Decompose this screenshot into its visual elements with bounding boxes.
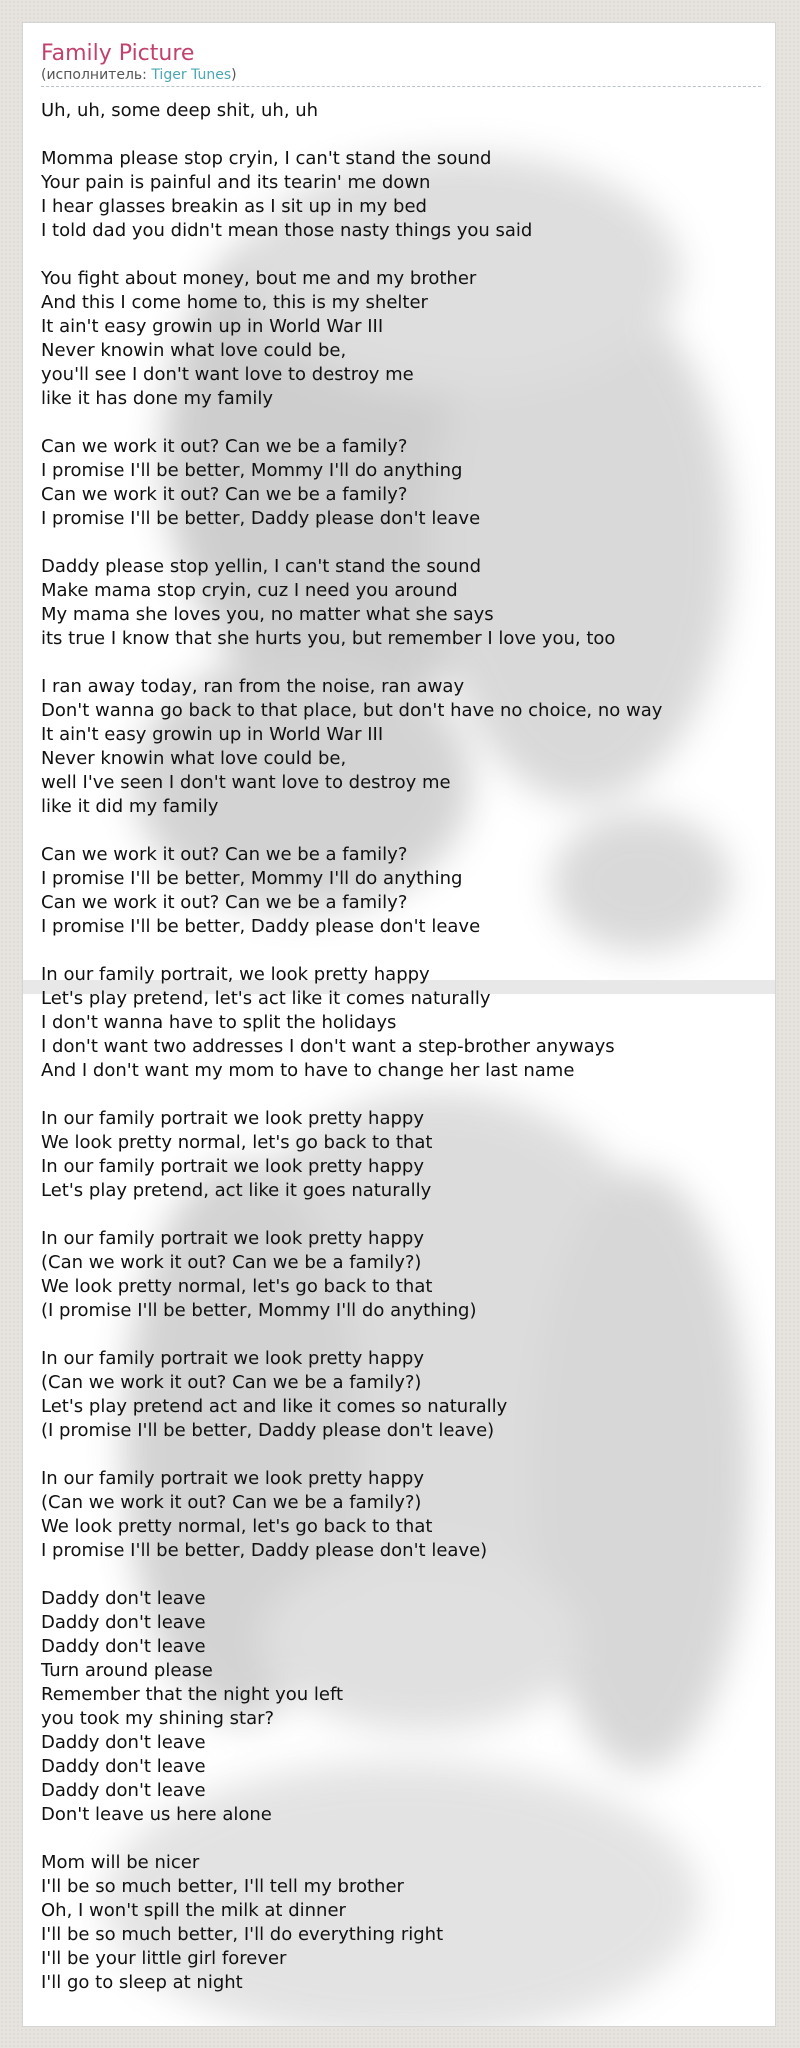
lyric-line: Daddy don't leave <box>41 1588 206 1609</box>
lyrics-stanza <box>41 1851 761 1995</box>
lyric-line: In our family portrait, we look pretty happy <box>41 964 430 985</box>
lyric-line: you'll see I don't want love to destroy me <box>41 364 414 385</box>
lyric-line: I promise I'll be better, Daddy please don't leave <box>41 508 481 529</box>
lyric-line: you took my shining star? <box>41 1708 275 1729</box>
lyric-line: In our family portrait we look pretty happy <box>41 1468 424 1489</box>
lyric-line: Mom will be nicer <box>41 1852 200 1873</box>
lyric-line: I hear glasses breakin as I sit up in my bed <box>41 196 427 217</box>
artist-suffix: ) <box>231 67 237 83</box>
lyric-line: In our family portrait we look pretty happy <box>41 1108 424 1129</box>
lyric-line: I don't want two addresses I don't want a step-brother anyways <box>41 1036 615 1057</box>
lyric-line: We look pretty normal, let's go back to that <box>41 1276 433 1297</box>
lyric-line: In our family portrait we look pretty happy <box>41 1348 424 1369</box>
lyric-line: Let's play pretend act and like it comes so naturally <box>41 1396 508 1417</box>
lyric-line: well I've seen I don't want love to destroy me <box>41 772 451 793</box>
lyric-line: Don't leave us here alone <box>41 1804 272 1825</box>
lyric-line: I'll go to sleep at night <box>41 1972 243 1993</box>
lyrics-content <box>41 41 761 1995</box>
lyric-line: Daddy don't leave <box>41 1780 206 1801</box>
lyrics-body <box>41 99 761 1995</box>
lyric-line: (I promise I'll be better, Daddy please don't leave) <box>41 1420 495 1441</box>
lyric-line: I promise I'll be better, Mommy I'll do anything <box>41 868 463 889</box>
lyric-line: like it has done my family <box>41 388 274 409</box>
lyric-line: Can we work it out? Can we be a family? <box>41 484 408 505</box>
lyric-line: Daddy don't leave <box>41 1756 206 1777</box>
lyric-line: I'll be so much better, I'll do everything right <box>41 1924 444 1945</box>
lyric-line: like it did my family <box>41 796 219 817</box>
lyric-line: We look pretty normal, let's go back to that <box>41 1132 433 1153</box>
lyrics-stanza <box>41 147 761 243</box>
lyric-line: (Can we work it out? Can we be a family?) <box>41 1372 422 1393</box>
lyric-line: I told dad you didn't mean those nasty things you said <box>41 220 533 241</box>
lyric-line: In our family portrait we look pretty happy <box>41 1228 424 1249</box>
lyric-line: its true I know that she hurts you, but remember I love you, too <box>41 628 616 649</box>
artist-line <box>41 67 761 87</box>
lyric-line: Your pain is painful and its tearin' me down <box>41 172 431 193</box>
artist-link[interactable]: Tiger Tunes <box>151 67 232 83</box>
lyrics-stanza <box>41 435 761 531</box>
lyrics-stanza <box>41 99 761 123</box>
lyric-line: In our family portrait we look pretty happy <box>41 1156 424 1177</box>
lyrics-stanza <box>41 1227 761 1323</box>
lyrics-stanza <box>41 1107 761 1203</box>
lyric-line: (Can we work it out? Can we be a family?) <box>41 1252 422 1273</box>
lyric-line: I'll be so much better, I'll tell my brother <box>41 1876 404 1897</box>
lyrics-stanza <box>41 1587 761 1827</box>
lyric-line: And this I come home to, this is my shelter <box>41 292 428 313</box>
lyric-line: (Can we work it out? Can we be a family?) <box>41 1492 422 1513</box>
lyric-line: Don't wanna go back to that place, but don't have no choice, no way <box>41 700 663 721</box>
lyrics-card <box>22 22 776 2027</box>
lyric-line: I'll be your little girl forever <box>41 1948 287 1969</box>
lyric-line: Never knowin what love could be, <box>41 748 347 769</box>
artist-prefix: (исполнитель: <box>41 67 152 83</box>
lyric-line: I promise I'll be better, Daddy please don't leave) <box>41 1540 488 1561</box>
lyric-line: Never knowin what love could be, <box>41 340 347 361</box>
lyric-line: Can we work it out? Can we be a family? <box>41 892 408 913</box>
lyric-line: Momma please stop cryin, I can't stand the sound <box>41 148 492 169</box>
lyric-line: My mama she loves you, no matter what she says <box>41 604 494 625</box>
lyrics-stanza <box>41 843 761 939</box>
lyric-line: Turn around please <box>41 1660 213 1681</box>
song-title: Family Picture <box>41 41 195 66</box>
lyrics-stanza <box>41 555 761 651</box>
lyric-line: Let's play pretend, let's act like it comes naturally <box>41 988 491 1009</box>
lyrics-stanza <box>41 1347 761 1443</box>
lyric-line: Can we work it out? Can we be a family? <box>41 844 408 865</box>
lyric-line: Daddy don't leave <box>41 1732 206 1753</box>
lyric-line: It ain't easy growin up in World War III <box>41 316 384 337</box>
lyric-line: Make mama stop cryin, cuz I need you around <box>41 580 458 601</box>
lyric-line: Remember that the night you left <box>41 1684 344 1705</box>
lyric-line: We look pretty normal, let's go back to that <box>41 1516 433 1537</box>
lyric-line: Daddy don't leave <box>41 1636 206 1657</box>
lyric-line: Let's play pretend, act like it goes naturally <box>41 1180 432 1201</box>
lyric-line: I promise I'll be better, Daddy please don't leave <box>41 916 481 937</box>
lyric-line: Oh, I won't spill the milk at dinner <box>41 1900 346 1921</box>
lyric-line: It ain't easy growin up in World War III <box>41 724 384 745</box>
lyric-line: Daddy don't leave <box>41 1612 206 1633</box>
lyric-line: Uh, uh, some deep shit, uh, uh <box>41 100 319 121</box>
lyric-line: I promise I'll be better, Mommy I'll do anything <box>41 460 463 481</box>
lyrics-stanza <box>41 267 761 411</box>
lyric-line: Daddy please stop yellin, I can't stand the sound <box>41 556 482 577</box>
lyric-line: (I promise I'll be better, Mommy I'll do anything) <box>41 1300 477 1321</box>
lyric-line: I ran away today, ran from the noise, ran away <box>41 676 465 697</box>
lyric-line: And I don't want my mom to have to change her last name <box>41 1060 575 1081</box>
lyrics-stanza <box>41 675 761 819</box>
lyric-line: You fight about money, bout me and my brother <box>41 268 477 289</box>
lyrics-stanza <box>41 1467 761 1563</box>
lyrics-stanza <box>41 963 761 1083</box>
lyric-line: I don't wanna have to split the holidays <box>41 1012 397 1033</box>
lyric-line: Can we work it out? Can we be a family? <box>41 436 408 457</box>
